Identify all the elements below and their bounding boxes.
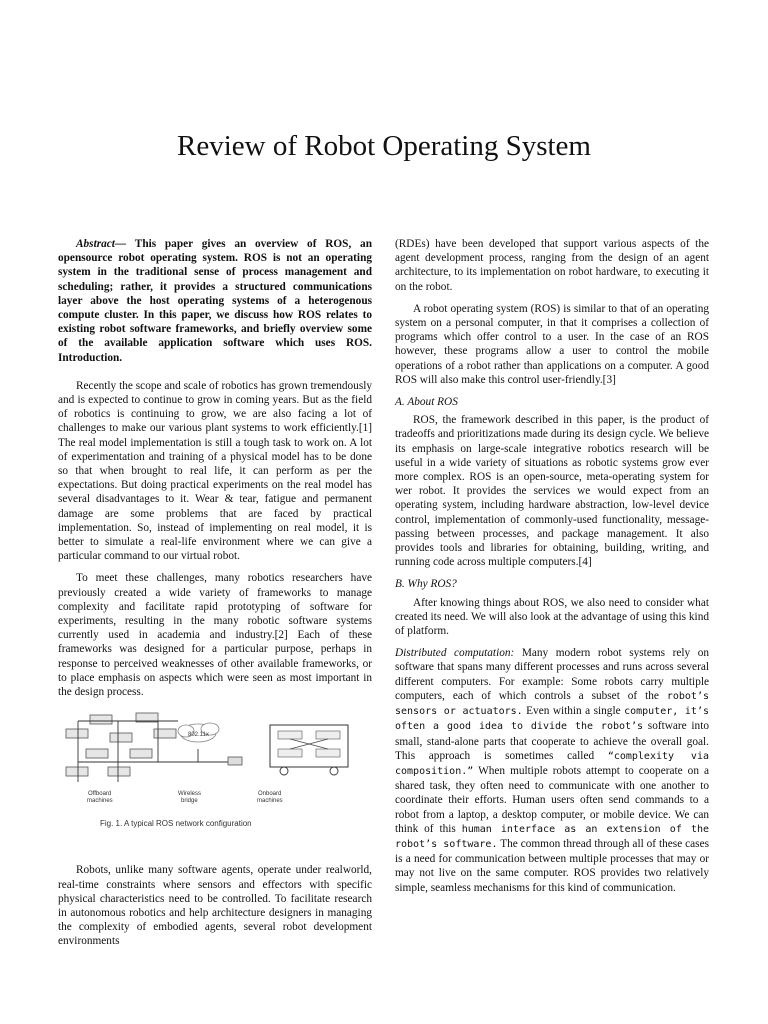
distributed-computation-lead: Distributed computation: [395,647,515,660]
intro-paragraph-1: Recently the scope and scale of robotics has grown tremendously and is expected to continue to grow in coming years. But as the field of robotics is continuing to grow, we are also facing a lot of challenges to make our various plant systems to work efficiently.[1] The real model implementation is still a tough task to work on. A lot of experimentation and training of a physical model has to be done so that when brought to real life, it can perform as per the expectations. But doing practical experiments on the real model has several disadvantages to it. Wear & tear, fatigue and permanent damage are some problems that are faced by practical implementation. So, instead of implementing on real model, it is better to simulate a real-life environment where we can give a particular command to our virtual robot. [58,379,372,563]
offboard-machine-7 [130,749,152,758]
distributed-text-d: When multiple robots attempt to cooperate on a shared task, they often need to communicate with one another to coordinate their efforts. Human users often send commands to a robot from a laptop, a desktop computer, or mobile device. We can think of this [395,764,709,835]
abstract-text: This paper gives an overview of ROS, an opensource robot operating system. ROS is not an operating system in the traditional sense of process management and scheduling; rather, it provides a structured communications layer above the host operating systems of a heterogenous compute cluster. In this paper, we discuss how ROS relates to existing robot software frameworks, and briefly overview some of the available application software which uses ROS. Introduction. [58,238,372,364]
offboard-machine-9 [108,767,130,776]
offboard-label-line-2: machines [87,798,113,805]
why-ros-paragraph: After knowing things about ROS, we also need to consider what created its need. We will also look at the advantage of using this kind of platform. [395,596,709,638]
abstract [58,237,372,365]
rde-paragraph: (RDEs) have been developed that support various aspects of the agent development process, ranging from the design of an agent architecture, to its implementation on robot hardware, to executing it on the robot. [395,238,709,293]
section-why-ros: B. Why ROS? [395,578,457,591]
paper-title: Review of Robot Operating System [176,130,591,162]
abstract-lead: Abstract— [76,238,127,250]
robot-wheel-right [330,767,338,775]
section-about-ros: A. About ROS [395,396,458,409]
offboard-machine-8 [66,767,88,776]
bridge-label-line-1: Wireless [178,791,202,798]
distributed-mono-3: “complexity via composition.” [395,750,709,777]
figure-caption: Fig. 1. A typical ROS network configuration [100,819,252,829]
offboard-label-line-1: Offboard [88,791,112,798]
onboard-label-line-2: machines [257,798,283,805]
distributed-text-c: software into small, stand-alone parts that cooperate to achieve the overall goal. This approach is sometimes called [395,720,709,762]
distributed-mono-4: human interface as an extension of the robot’s software. [395,823,710,850]
onboard-label [257,791,283,804]
distributed-mono-1: robot’s sensors or actuators. [395,690,709,718]
offboard-machine-3 [66,729,88,738]
bridge-label [178,791,201,804]
distributed-text-a: Many modern robot systems rely on software that spans many different processes and runs across several different computers. For example: Some robots carry multiple computers, each of which controls a subset of the [395,647,710,702]
distributed-mono-2: computer, it’s often a good idea to divide the robot’s [395,706,709,733]
network-diagram [58,707,372,817]
offboard-machine-6 [86,749,108,758]
robot-wheel-left [280,767,288,775]
offboard-label [87,791,113,804]
intro-paragraph-3: Robots, unlike many software agents, operate under realworld, real-time constraints where sensors and effectors with specific physical characteristics need to be controlled. To facilitate research in autonomous robotics and help architecture designers in managing the complexity of embodied agents, several robot development environments [58,864,372,948]
offboard-machine-1 [90,715,112,724]
distributed-text-e: The common thread through all of these cases is a need for communication between multiple processes that may or may not live on the same computer. ROS provides two relatively simple, seamless mechanisms for this kind of communication. [395,837,709,894]
figure-ros-network [58,707,372,847]
left-column [58,237,372,957]
onboard-label-line-1: Onboard [258,791,282,798]
wireless-bridge-device [228,757,242,765]
intro-paragraph-2: To meet these challenges, many robotics researchers have previously created a wide variety of frameworks to manage complexity and facilitate rapid prototyping of software for experiments, resulting in the many robotic software systems currently used in academia and industry.[2] Each of these frameworks was designed for a particular purpose, perhaps in response to perceived weaknesses of other available frameworks, or to place emphasis on aspects which were seen as most important in the design process. [58,572,372,699]
ros-intro-paragraph: A robot operating system (ROS) is similar to that of an operating system on a personal computer, in that it comprises a collection of programs which offer control to a user. In the case of an ROS however, these programs allow a user to control the mobile operations of a robot rather than applications on a computer. A good ROS will also make this control user-friendly.[3] [395,302,709,386]
offboard-machine-5 [154,729,176,738]
bridge-label-line-2: bridge [181,798,198,805]
offboard-machine-4 [110,733,132,742]
right-column [395,237,709,903]
about-ros-paragraph: ROS, the framework described in this paper, is the product of tradeoffs and prioritizations made during its design cycle. We believe its emphasis on large-scale integrative robotics research will be useful in a wide variety of situations as robotic systems grow ever more complex. ROS is an open-source, meta-operating system for wer robot. It provides the services we would expect from an operating system, including hardware abstraction, low-level device control, implementation of commonly-used functionality, message-passing between processes, and package management. It also provides tools and libraries for obtaining, building, writing, and running code across multiple computers.[4] [395,414,709,569]
cloud-label: 802.11x [188,732,209,739]
distributed-text-b: Even within a single [522,705,625,718]
distributed-computation-paragraph [395,646,709,894]
